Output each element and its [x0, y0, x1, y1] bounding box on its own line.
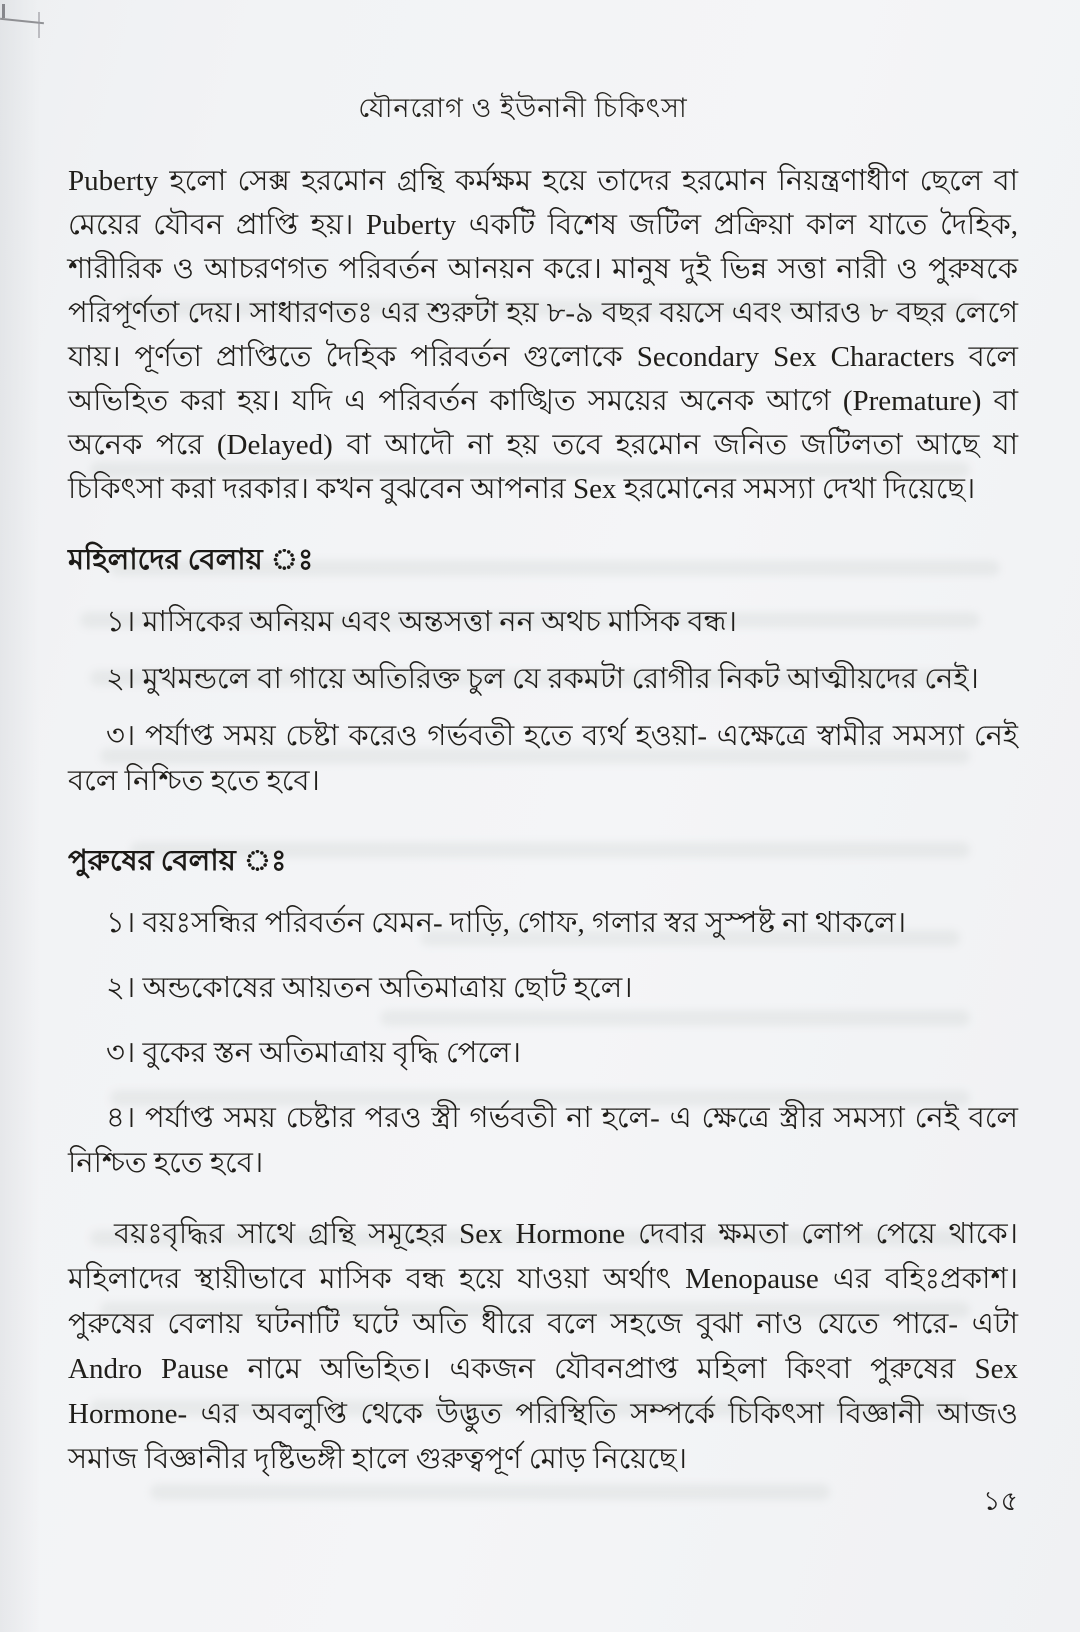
section-heading-women: মহিলাদের বেলায় ঃ: [68, 544, 314, 576]
closing-paragraph: বয়ঃবৃদ্ধির সাথে গ্রন্থি সমূহের Sex Hormone দেবার ক্ষমতা লোপ পেয়ে থাকে। মহিলাদের স্থায়ীভাবে মাসিক বন্ধ হয়ে যাওয়া অর্থাৎ Menopause এর বহিঃপ্রকাশ। পুরুষের বেলায় ঘটনাটি ঘটে অতি ধীরে বলে সহজে বুঝা নাও যেতে পারে- এটা Andro Pause নামে অভিহিত। একজন যৌবনপ্রাপ্ত মহিলা কিংবা পুরুষের Sex Hormone- এর অবলুপ্তি থেকে উদ্ভুত পরিস্থিতি সম্পর্কে চিকিৎসা বিজ্ঞানী আজও সমাজ বিজ্ঞানীর দৃষ্টিভঙ্গী হালে গুরুত্বপূর্ণ মোড় নিয়েছে।: [68, 1218, 1018, 1475]
scan-artifact-edge-mark: [2, 4, 5, 18]
list-item: ২। অন্ডকোষের আয়তন অতিমাত্রায় ছোট হলে।: [106, 972, 633, 1004]
women-symptoms-list: [68, 600, 1018, 804]
bleed-through-smudge: [150, 1484, 830, 1500]
list-item: ৪। পর্যাপ্ত সময় চেষ্টার পরও স্ত্রী গর্ভবতী না হলে- এ ক্ষেত্রে স্ত্রীর সমস্যা নেই বলে নিশ্চিত হতে হবে।: [68, 1102, 1018, 1179]
section-heading-men: পুরুষের বেলায় ঃ: [68, 845, 287, 877]
list-item: ৩। পর্যাপ্ত সময় চেষ্টা করেও গর্ভবতী হতে ব্যর্থ হওয়া- এক্ষেত্রে স্বামীর সমস্যা নেই বলে নিশ্চিত হতে হবে।: [68, 720, 1018, 797]
list-item: ১। মাসিকের অনিয়ম এবং অন্তসত্তা নন অথচ মাসিক বন্ধ।: [106, 606, 737, 638]
intro-paragraph: Puberty হলো সেক্স হরমোন গ্রন্থি কর্মক্ষম হয়ে তাদের হরমোন নিয়ন্ত্রণাধীণ ছেলে বা মেয়ের যৌবন প্রাপ্তি হয়। Puberty একটি বিশেষ জটিল প্রক্রিয়া কাল যাতে দৈহিক, শারীরিক ও আচরণগত পরিবর্তন আনয়ন করে। মানুষ দুই ভিন্ন সত্তা নারী ও পুরুষকে পরিপূর্ণতা দেয়। সাধারণতঃ এর শুরুটা হয় ৮-৯ বছর বয়সে এবং আরও ৮ বছর লেগে যায়। পূর্ণতা প্রাপ্তিতে দৈহিক পরিবর্তন গুলোকে Secondary Sex Characters বলে অভিহিত করা হয়। যদি এ পরিবর্তন কাঙ্খিত সময়ের অনেক আগে (Premature) বা অনেক পরে (Delayed) বা আদৌ না হয় তবে হরমোন জনিত জটিলতা আছে যা চিকিৎসা করা দরকার। কখন বুঝবেন আপনার Sex হরমোনের সমস্যা দেখা দিয়েছে।: [68, 165, 1018, 505]
men-symptoms-list: [68, 901, 1018, 1186]
list-item: ২। মুখমন্ডলে বা গায়ে অতিরিক্ত চুল যে রকমটা রোগীর নিকট আত্মীয়দের নেই।: [106, 663, 979, 695]
page-title: যৌনরোগ ও ইউনানী চিকিৎসা: [358, 93, 688, 123]
scan-artifact-vertical-mark: [38, 12, 40, 38]
page-number: ১৫: [982, 1486, 1018, 1516]
list-item: ১। বয়ঃসন্ধির পরিবর্তন যেমন- দাড়ি, গোফ, গলার স্বর সুস্পষ্ট না থাকলে।: [106, 907, 907, 939]
list-item: ৩। বুকের স্তন অতিমাত্রায় বৃদ্ধি পেলে।: [106, 1037, 521, 1069]
